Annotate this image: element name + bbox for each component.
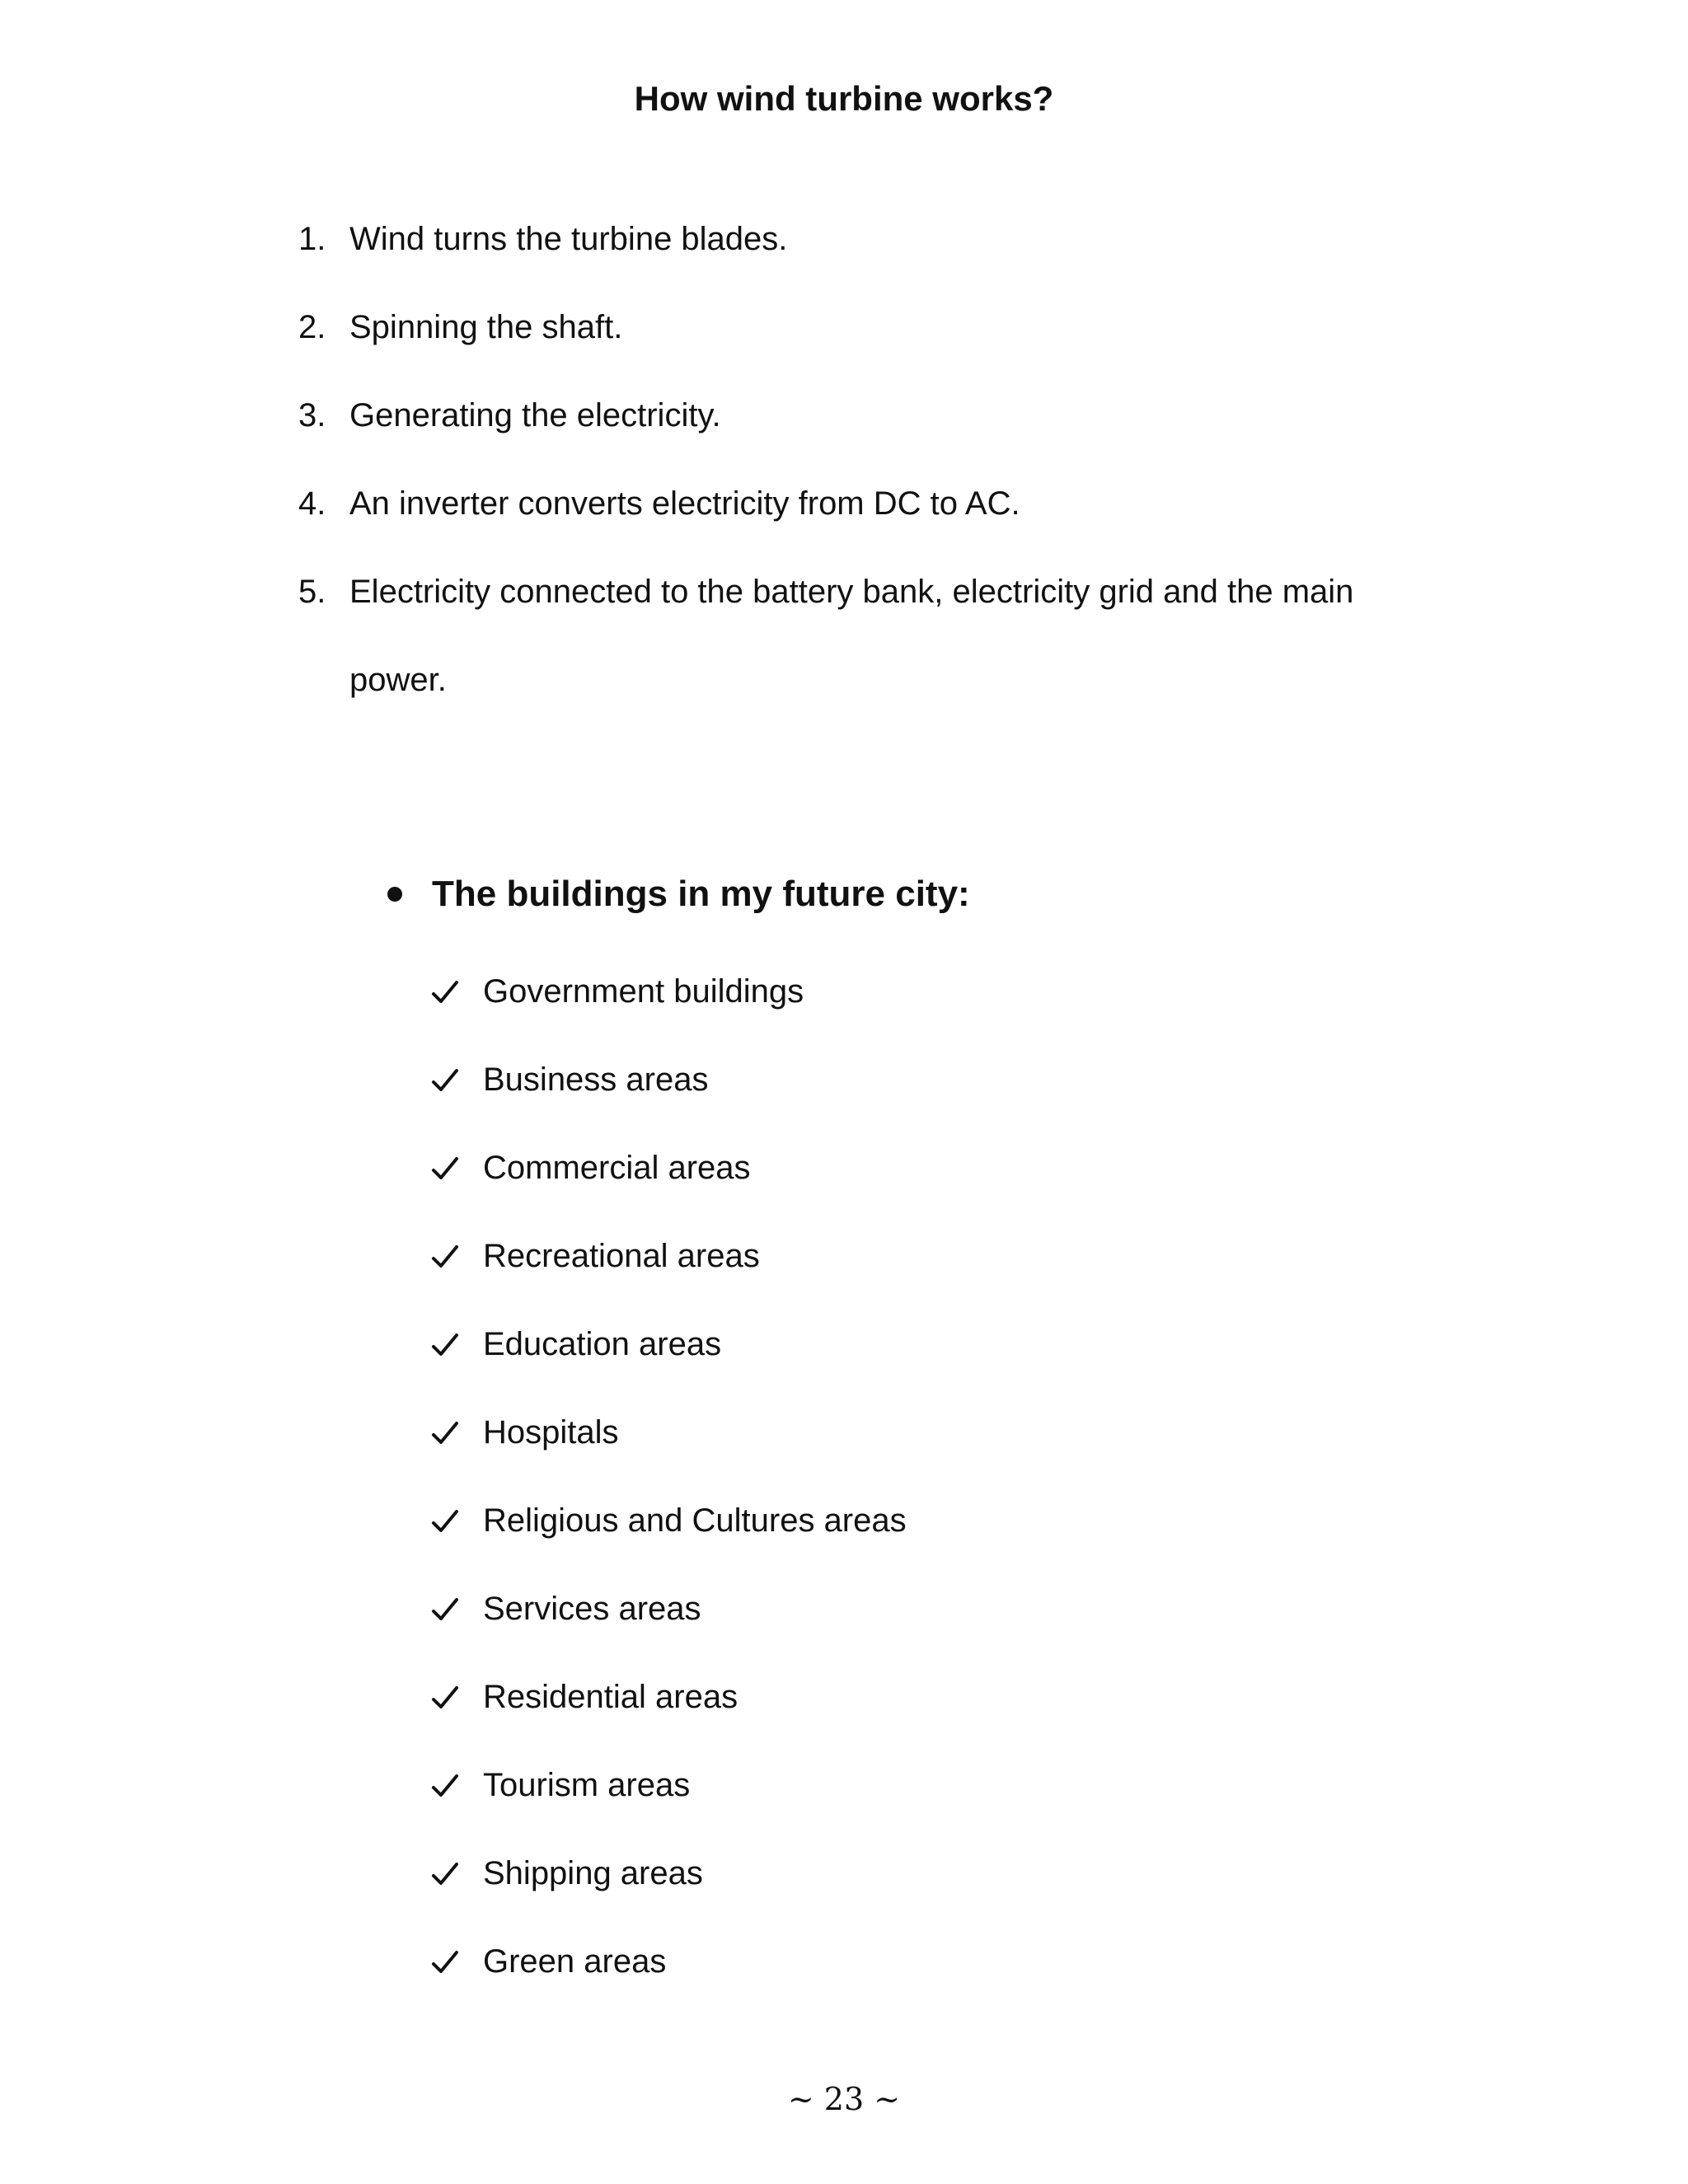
- list-item-label: Green areas: [483, 1943, 667, 1980]
- checkmark-icon: [429, 1769, 462, 1802]
- page-title: How wind turbine works?: [634, 79, 1054, 118]
- list-item-label: Government buildings: [483, 973, 804, 1010]
- list-item-label: Residential areas: [483, 1679, 738, 1715]
- list-item-label: Education areas: [483, 1326, 722, 1362]
- step-text: Spinning the shaft.: [349, 309, 623, 345]
- list-item: [429, 1918, 907, 2006]
- checkmark-icon: [429, 1240, 462, 1273]
- list-item: [429, 1653, 907, 1741]
- step-number: 4.: [298, 485, 326, 522]
- list-item-label: Recreational areas: [483, 1238, 760, 1274]
- list-item: [429, 948, 907, 1036]
- checkmark-icon: [429, 1505, 462, 1538]
- list-item-label: Tourism areas: [483, 1767, 691, 1803]
- checkmark-icon: [429, 1152, 462, 1185]
- list-item: [298, 548, 1452, 724]
- step-text: Wind turns the turbine blades.: [349, 221, 788, 257]
- step-number: 1.: [298, 221, 326, 257]
- list-item: [429, 1389, 907, 1477]
- list-item: [298, 284, 1452, 372]
- step-text: Electricity connected to the battery bank, electricity grid and the main power.: [349, 574, 1354, 698]
- list-item-label: Shipping areas: [483, 1855, 703, 1891]
- checkmark-icon: [429, 1858, 462, 1891]
- list-item: [298, 372, 1452, 460]
- list-item-label: Services areas: [483, 1591, 701, 1627]
- list-item: [429, 1212, 907, 1301]
- buildings-heading: [387, 869, 970, 919]
- buildings-heading-text: The buildings in my future city:: [432, 874, 970, 914]
- list-item: [298, 460, 1452, 548]
- checkmark-icon: [429, 1946, 462, 1979]
- list-item-label: Hospitals: [483, 1414, 619, 1451]
- buildings-list: [429, 948, 907, 2006]
- page-number: ~ 23 ~: [787, 2081, 901, 2117]
- checkmark-icon: [429, 1064, 462, 1097]
- list-item: [429, 1301, 907, 1389]
- list-item: [298, 195, 1452, 284]
- list-item: [429, 1565, 907, 1653]
- checkmark-icon: [429, 976, 462, 1009]
- list-item-label: Commercial areas: [483, 1150, 751, 1186]
- list-item: [429, 1830, 907, 1918]
- step-number: 5.: [298, 574, 326, 610]
- list-item: [429, 1124, 907, 1212]
- checkmark-icon: [429, 1593, 462, 1626]
- step-number: 2.: [298, 309, 326, 345]
- step-text: Generating the electricity.: [349, 397, 721, 434]
- step-text: An inverter converts electricity from DC to AC.: [349, 485, 1020, 522]
- list-item-label: Religious and Cultures areas: [483, 1502, 907, 1539]
- list-item-label: Business areas: [483, 1062, 709, 1098]
- bullet-icon: [387, 887, 402, 902]
- turbine-steps-list: [298, 195, 1452, 724]
- checkmark-icon: [429, 1329, 462, 1361]
- list-item: [429, 1477, 907, 1565]
- checkmark-icon: [429, 1681, 462, 1714]
- step-number: 3.: [298, 397, 326, 434]
- list-item: [429, 1741, 907, 1830]
- list-item: [429, 1036, 907, 1124]
- checkmark-icon: [429, 1417, 462, 1450]
